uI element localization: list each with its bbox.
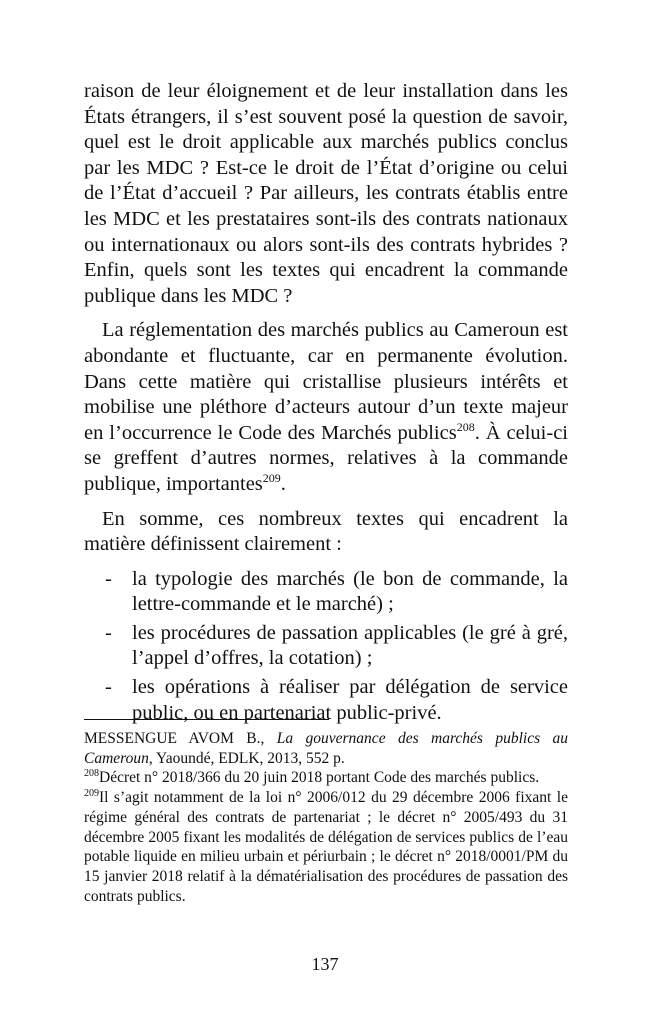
bullet-list bbox=[84, 567, 568, 727]
footnote-publication: , Yaoundé, EDLK, 2013, 552 p. bbox=[148, 749, 345, 767]
paragraph-1: raison de leur éloignement et de leur installation dans les États étrangers, il s’est souvent posé la question de savoir, quel est le droit applicable aux marchés publics conclus par les MDC ? Est-ce le droit de l’État d’origine ou celui de l’État d’accueil ? Par ailleurs, les contrats établis entre les MDC et les prestataires sont-ils des contrats nationaux ou internationaux ou alors sont-ils des contrats hybrides ? Enfin, quels sont les textes qui encadrent la commande publique dans les MDC ? bbox=[84, 80, 568, 307]
dash-bullet: - bbox=[105, 621, 112, 644]
footnote-text: Décret n° 2018/366 du 20 juin 2018 portant Code des marchés publics. bbox=[99, 769, 540, 787]
footnotes bbox=[84, 729, 568, 906]
page-number: 137 bbox=[311, 954, 339, 974]
dash-bullet: - bbox=[105, 567, 112, 590]
footnote-number: 208 bbox=[84, 768, 99, 780]
list-item-text: la typologie des marchés (le bon de commande, la lettre-commande et le marché) ; bbox=[132, 567, 568, 616]
paragraph-2 bbox=[84, 318, 568, 497]
paragraph-2-text-c: . bbox=[280, 472, 286, 495]
list-item bbox=[84, 621, 568, 672]
footnote-ref-208: 208 bbox=[456, 419, 475, 434]
footnote-209 bbox=[84, 788, 568, 906]
footnote-separator bbox=[84, 719, 329, 720]
list-item-text: les procédures de passation applicables (le gré à gré, l’appel d’offres, la cotation) ; bbox=[132, 621, 568, 670]
main-text bbox=[84, 79, 568, 729]
paragraph-2-text-b: . À celui-ci se greffent d’autres normes, relatives à la commande publique, importantes bbox=[84, 421, 569, 495]
footnote-208 bbox=[84, 768, 568, 788]
list-item bbox=[84, 567, 568, 618]
footnote-author: MESSENGUE AVOM B., bbox=[84, 730, 277, 747]
paragraph-3: En somme, ces nombreux textes qui encadrent la matière définissent clairement : bbox=[84, 507, 568, 556]
footnote-text: Il s’agit notamment de la loi n° 2006/012 du 29 décembre 2006 fixant le régime général des contrats de partenariat ; le décret n° 2005/493 du 31 décembre 2005 fixant les modalités de délégation de services publics de l’eau potable liquide en milieu urbain et périurbain ; le décret n° 2018/0001/PM du 15 janvier 2018 relatif à la dématérialisation des procédures de passation des contrats publics. bbox=[84, 789, 568, 905]
dash-bullet: - bbox=[105, 676, 112, 699]
footnote-continued bbox=[84, 729, 568, 768]
footnote-ref-209: 209 bbox=[262, 471, 281, 486]
footnote-book-title: La gouvernance des marchés publics au Cameroun bbox=[84, 730, 568, 767]
paragraph-2-text-a: La réglementation des marchés publics au Cameroun est abondante et fluctuante, car en permanente évolution. Dans cette matière qui cristallise plusieurs intérêts et mobilise une pléthore d’acteurs autour d’un texte majeur en l’occurrence le Code des Marchés publics bbox=[84, 319, 568, 444]
footnote-number: 209 bbox=[84, 787, 99, 799]
list-item-text: les opérations à réaliser par délégation de service public, ou en partenariat public-privé. bbox=[132, 676, 568, 724]
